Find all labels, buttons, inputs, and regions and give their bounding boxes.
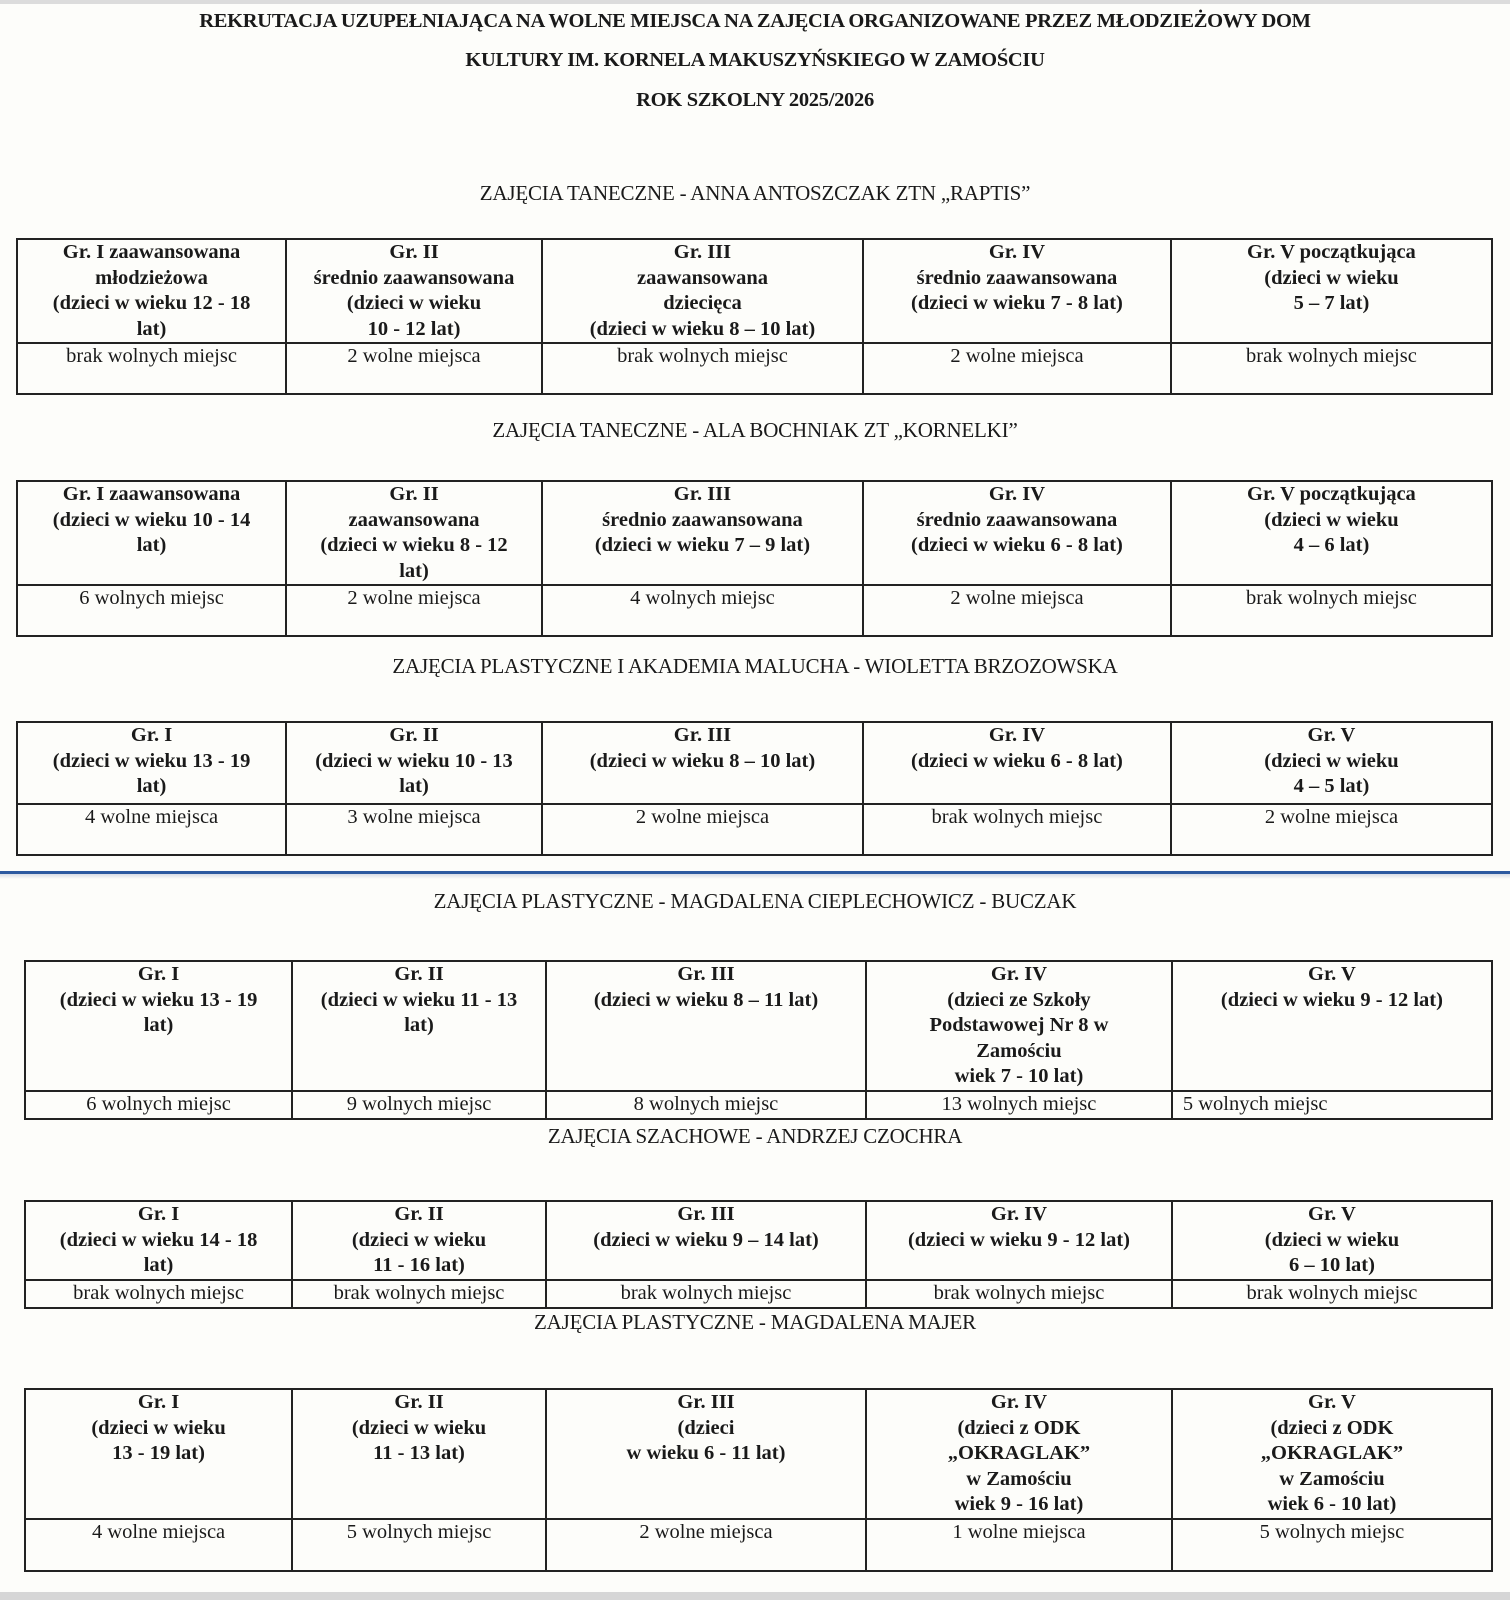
group-header-line: Gr. V początkująca — [1247, 241, 1416, 263]
group-table — [24, 1200, 1493, 1309]
group-header-cell — [17, 722, 286, 804]
group-header-line: Gr. II — [394, 1203, 444, 1225]
group-header-cell — [863, 722, 1171, 804]
availability-cell: 6 wolnych miejsc — [25, 1091, 292, 1119]
group-header-line: Gr. I zaawansowana — [62, 241, 241, 263]
group-header-line: (dzieci w wieku — [351, 1228, 487, 1251]
group-header-line: (dzieci w wieku 8 – 10 lat) — [589, 749, 816, 772]
section-title: ZAJĘCIA TANECZNE - ANNA ANTOSZCZAK ZTN „RAPTIS” — [479, 181, 1031, 205]
group-header-line: Gr. V — [1307, 724, 1356, 746]
availability-cell: 2 wolne miejsca — [863, 585, 1171, 636]
availability-cell: 1 wolne miejsca — [866, 1519, 1172, 1571]
document-title-line-2: KULTURY IM. KORNELA MAKUSZYŃSKIEGO W ZAMOŚCIU — [465, 49, 1045, 71]
group-header-line: Gr. II — [394, 963, 444, 985]
group-header-cell — [25, 1201, 292, 1280]
group-header-line: 10 - 12 lat) — [367, 317, 461, 340]
group-header-cell — [1172, 1201, 1492, 1280]
group-header-line: Podstawowej Nr 8 w — [929, 1014, 1109, 1036]
availability-row — [17, 343, 1492, 394]
availability-cell: brak wolnych miejsc — [1172, 1280, 1492, 1308]
group-header-cell — [542, 481, 863, 585]
group-header-line: Gr. I — [137, 963, 180, 985]
group-header-line: (dzieci w wieku 11 - 13 — [320, 988, 518, 1011]
availability-cell: brak wolnych miejsc — [866, 1280, 1172, 1308]
group-header-line: Gr. III — [677, 1203, 735, 1225]
group-header-line: (dzieci w wieku — [1264, 508, 1399, 531]
group-header-line: Gr. I — [130, 724, 173, 746]
group-header-line: Gr. IV — [988, 241, 1046, 263]
group-header-cell — [542, 239, 863, 343]
availability-row — [17, 804, 1492, 855]
group-header-line: 11 - 13 lat) — [373, 1442, 465, 1464]
group-header-line: wiek 7 - 10 lat) — [954, 1065, 1084, 1087]
availability-cell: 3 wolne miejsca — [286, 804, 542, 855]
group-header-line: lat) — [136, 534, 167, 556]
group-header-cell — [542, 722, 863, 804]
availability-cell: 13 wolnych miejsc — [866, 1091, 1172, 1119]
page-top-edge — [0, 0, 1510, 4]
section-title: ZAJĘCIA SZACHOWE - ANDRZEJ CZOCHRA — [547, 1124, 963, 1148]
availability-cell: 2 wolne miejsca — [286, 585, 542, 636]
group-table — [24, 1388, 1493, 1572]
availability-cell: 2 wolne miejsca — [542, 804, 863, 855]
group-header-line: (dzieci w wieku 10 - 13 — [315, 749, 513, 772]
group-header-line: Gr. III — [677, 963, 735, 985]
group-header-cell — [546, 1389, 866, 1519]
group-header-line: Gr. III — [673, 483, 732, 505]
group-header-line: Gr. IV — [988, 724, 1046, 746]
group-header-line: Gr. III — [673, 724, 732, 746]
group-header-line: średnio zaawansowana — [313, 266, 515, 289]
group-header-line: w wieku 6 - 11 lat) — [626, 1442, 786, 1464]
group-header-line: lat) — [399, 559, 429, 582]
group-header-line: (dzieci w wieku 8 – 10 lat) — [589, 317, 816, 340]
availability-cell: 5 wolnych miejsc — [1172, 1091, 1492, 1119]
availability-cell: brak wolnych miejsc — [292, 1280, 546, 1308]
group-header-line: Gr. II — [394, 1391, 444, 1413]
group-header-row — [25, 1389, 1492, 1519]
availability-row — [17, 585, 1492, 636]
group-header-line: Gr. I zaawansowana — [62, 483, 241, 505]
group-header-line: Gr. II — [389, 724, 439, 746]
group-header-line: Gr. I — [137, 1203, 180, 1225]
group-header-cell — [866, 1389, 1172, 1519]
group-header-line: 6 – 10 lat) — [1288, 1254, 1375, 1276]
group-header-line: lat) — [143, 1014, 174, 1036]
group-header-line: (dzieci — [677, 1416, 735, 1439]
group-header-cell — [292, 1389, 546, 1519]
page-divider-shadow — [0, 874, 1510, 879]
group-header-cell — [286, 722, 542, 804]
group-header-row — [25, 961, 1492, 1091]
group-header-line: (dzieci w wieku 12 - 18 — [52, 292, 251, 314]
availability-cell: brak wolnych miejsc — [17, 343, 286, 394]
group-header-line: (dzieci w wieku 9 – 14 lat) — [593, 1228, 819, 1251]
group-header-line: (dzieci w wieku — [1264, 749, 1399, 772]
availability-cell: 2 wolne miejsca — [286, 343, 542, 394]
availability-cell: 2 wolne miejsca — [1171, 804, 1492, 855]
group-header-line: Gr. IV — [990, 1203, 1048, 1225]
group-header-cell — [292, 1201, 546, 1280]
group-header-line: wiek 6 - 10 lat) — [1267, 1493, 1397, 1515]
group-header-line: dziecięca — [663, 292, 742, 314]
group-header-line: średnio zaawansowana — [916, 266, 1118, 289]
group-header-line: Gr. III — [673, 241, 732, 263]
group-header-line: (dzieci w wieku — [351, 1416, 487, 1439]
group-header-line: „OKRAGLAK” — [947, 1442, 1091, 1464]
group-header-line: Gr. V początkująca — [1247, 483, 1416, 505]
group-header-line: (dzieci w wieku 10 - 14 — [52, 508, 251, 531]
group-header-line: Zamościu — [976, 1039, 1062, 1062]
group-header-line: zaawansowana — [636, 266, 768, 289]
group-header-cell — [863, 239, 1171, 343]
group-header-cell — [546, 1201, 866, 1280]
group-header-line: Gr. I — [137, 1391, 180, 1413]
group-header-line: (dzieci w wieku 7 - 8 lat) — [911, 292, 1123, 314]
group-header-row — [17, 481, 1492, 585]
group-header-row — [25, 1201, 1492, 1280]
group-header-cell — [1172, 1389, 1492, 1519]
group-header-line: lat) — [143, 1254, 174, 1276]
group-header-cell — [286, 481, 542, 585]
group-table — [16, 238, 1493, 395]
section-title: ZAJĘCIA PLASTYCZNE - MAGDALENA CIEPLECHOWICZ - BUCZAK — [433, 889, 1077, 913]
group-header-line: w Zamościu — [1279, 1467, 1385, 1490]
availability-cell: 4 wolnych miejsc — [542, 585, 863, 636]
group-header-line: (dzieci w wieku 9 - 12 lat) — [907, 1228, 1130, 1251]
group-header-line: Gr. IV — [990, 963, 1048, 985]
availability-cell: 2 wolne miejsca — [863, 343, 1171, 394]
availability-cell: brak wolnych miejsc — [25, 1280, 292, 1308]
group-header-line: (dzieci w wieku 7 – 9 lat) — [594, 534, 811, 556]
group-header-line: średnio zaawansowana — [602, 508, 803, 531]
group-header-line: Gr. II — [389, 241, 439, 263]
group-header-line: (dzieci w wieku 6 - 8 lat) — [911, 534, 1123, 556]
group-header-line: w Zamościu — [966, 1467, 1072, 1490]
availability-row — [25, 1280, 1492, 1308]
group-header-line: lat) — [136, 317, 167, 340]
availability-cell: 6 wolnych miejsc — [17, 585, 286, 636]
group-header-line: (dzieci z ODK — [957, 1416, 1081, 1439]
section-title: ZAJĘCIA TANECZNE - ALA BOCHNIAK ZT „KORNELKI” — [492, 418, 1018, 442]
group-header-line: (dzieci w wieku — [1264, 266, 1399, 289]
availability-cell: brak wolnych miejsc — [863, 804, 1171, 855]
availability-cell: 4 wolne miejsca — [17, 804, 286, 855]
group-header-line: (dzieci w wieku 14 - 18 — [59, 1228, 258, 1251]
group-header-line: (dzieci w wieku 13 - 19 — [52, 749, 251, 772]
group-header-cell — [866, 1201, 1172, 1280]
group-header-line: Gr. III — [677, 1391, 735, 1413]
group-header-cell — [1172, 961, 1492, 1091]
section-title: ZAJĘCIA PLASTYCZNE I AKADEMIA MALUCHA - WIOLETTA BRZOZOWSKA — [392, 654, 1118, 678]
group-header-line: (dzieci w wieku 13 - 19 — [59, 988, 258, 1011]
group-header-line: Gr. V — [1308, 963, 1356, 985]
group-header-cell — [866, 961, 1172, 1091]
group-header-cell — [1171, 481, 1492, 585]
group-header-line: zaawansowana — [348, 508, 480, 531]
group-table — [24, 960, 1493, 1120]
group-header-line: Gr. IV — [990, 1391, 1048, 1413]
group-header-cell — [17, 239, 286, 343]
document-title-line-3: ROK SZKOLNY 2025/2026 — [636, 89, 874, 111]
group-header-line: (dzieci w wieku 9 - 12 lat) — [1220, 988, 1443, 1011]
page-bottom-edge — [0, 1592, 1510, 1600]
availability-cell: brak wolnych miejsc — [1171, 343, 1492, 394]
group-table — [16, 480, 1493, 637]
group-table — [16, 721, 1493, 856]
group-header-line: (dzieci w wieku 8 – 11 lat) — [593, 988, 819, 1011]
group-header-cell — [546, 961, 866, 1091]
availability-cell: 2 wolne miejsca — [546, 1519, 866, 1571]
availability-row — [25, 1519, 1492, 1571]
group-header-line: (dzieci w wieku — [91, 1416, 226, 1439]
document-title-line-1: REKRUTACJA UZUPEŁNIAJĄCA NA WOLNE MIEJSCA NA ZAJĘCIA ORGANIZOWANE PRZEZ MŁODZIEŻOWY DOM — [199, 10, 1311, 32]
group-header-line: 13 - 19 lat) — [112, 1442, 205, 1464]
group-header-line: średnio zaawansowana — [916, 508, 1118, 531]
availability-cell: 4 wolne miejsca — [25, 1519, 292, 1571]
group-header-cell — [25, 961, 292, 1091]
availability-cell: brak wolnych miejsc — [1171, 585, 1492, 636]
group-header-line: Gr. V — [1308, 1203, 1356, 1225]
group-header-line: 11 - 16 lat) — [373, 1254, 465, 1276]
group-header-cell — [1171, 239, 1492, 343]
availability-cell: brak wolnych miejsc — [542, 343, 863, 394]
group-header-cell — [17, 481, 286, 585]
availability-cell: 8 wolnych miejsc — [546, 1091, 866, 1119]
group-header-line: lat) — [399, 775, 429, 797]
group-header-line: wiek 9 - 16 lat) — [954, 1493, 1084, 1515]
availability-cell: 5 wolnych miejsc — [292, 1519, 546, 1571]
group-header-line: 5 – 7 lat) — [1293, 292, 1370, 314]
group-header-line: lat) — [404, 1014, 434, 1036]
group-header-cell — [1171, 722, 1492, 804]
group-header-cell — [863, 481, 1171, 585]
group-header-line: 4 – 5 lat) — [1293, 775, 1370, 797]
group-header-row — [17, 239, 1492, 343]
availability-cell: 5 wolnych miejsc — [1172, 1519, 1492, 1571]
group-header-cell — [286, 239, 542, 343]
availability-cell: 9 wolnych miejsc — [292, 1091, 546, 1119]
group-header-line: 4 – 6 lat) — [1293, 534, 1370, 556]
group-header-cell — [25, 1389, 292, 1519]
section-title: ZAJĘCIA PLASTYCZNE - MAGDALENA MAJER — [534, 1310, 976, 1334]
group-header-line: Gr. IV — [988, 483, 1046, 505]
availability-cell: brak wolnych miejsc — [546, 1280, 866, 1308]
group-header-line: Gr. II — [389, 483, 439, 505]
group-header-line: lat) — [136, 775, 167, 797]
group-header-line: (dzieci w wieku — [1264, 1228, 1400, 1251]
group-header-line: (dzieci w wieku 8 - 12 — [320, 534, 508, 556]
group-header-line: (dzieci ze Szkoły — [947, 988, 1091, 1011]
group-header-line: „OKRAGLAK” — [1260, 1442, 1404, 1464]
group-header-line: młodzieżowa — [95, 266, 208, 289]
group-header-line: (dzieci z ODK — [1270, 1416, 1394, 1439]
group-header-line: (dzieci w wieku — [346, 292, 482, 314]
group-header-cell — [292, 961, 546, 1091]
availability-row — [25, 1091, 1492, 1119]
group-header-line: (dzieci w wieku 6 - 8 lat) — [911, 749, 1123, 772]
group-header-row — [17, 722, 1492, 804]
group-header-line: Gr. V — [1308, 1391, 1356, 1413]
